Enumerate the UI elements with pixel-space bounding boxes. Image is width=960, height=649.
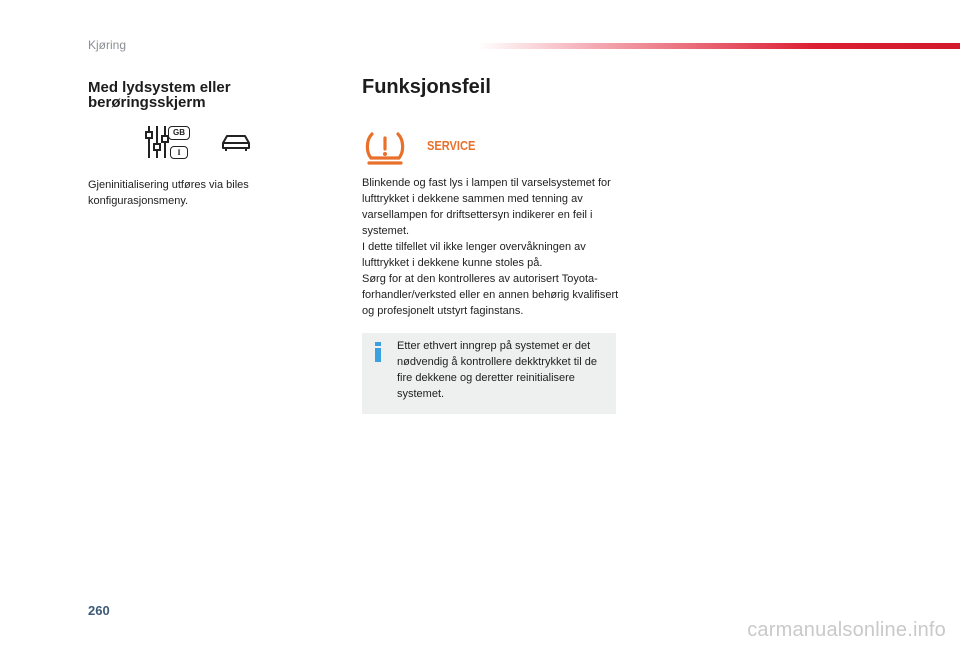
left-heading: Med lydsystem eller berøringsskjerm — [88, 79, 231, 111]
settings-sliders-icon — [145, 124, 169, 160]
paragraph-1: Blinkende og fast lys i lampen til varselsystemet for lufttrykket i dekkene sammen med tenning av varsellampen for driftsettersyn indikerer en feil i systemet. — [362, 177, 611, 237]
language-flag-icon — [168, 126, 190, 160]
service-label: SERVICE — [427, 138, 476, 153]
flag-sub-badge: I — [170, 146, 188, 159]
paragraph-3: Sørg for at den kontrolleres av autorisert Toyota-forhandler/verksted eller en annen behørig kvalifisert og profesjonelt utstyrt faginstans. — [362, 273, 619, 317]
tire-pressure-warning-icon — [364, 130, 406, 166]
car-icon — [221, 133, 251, 153]
left-body-text: Gjeninitialisering utføres via biles konfigurasjonsmeny. — [88, 179, 249, 207]
paragraph-2: I dette tilfellet vil ikke lenger overvåkningen av lufttrykket i dekkene kunne stoles på. — [362, 241, 586, 269]
section-label: Kjøring — [88, 38, 127, 52]
header-accent-bar — [478, 43, 960, 49]
watermark: carmanualsonline.info — [747, 619, 946, 641]
info-icon — [372, 342, 384, 362]
info-text: Etter ethvert inngrep på systemet er det nødvendig å kontrollere dekktrykket til de fire dekkene og deretter reinitialisere systemet. — [397, 340, 597, 400]
page-number: 260 — [88, 603, 110, 618]
right-heading: Funksjonsfeil — [362, 76, 491, 98]
flag-badge: GB — [168, 126, 190, 140]
